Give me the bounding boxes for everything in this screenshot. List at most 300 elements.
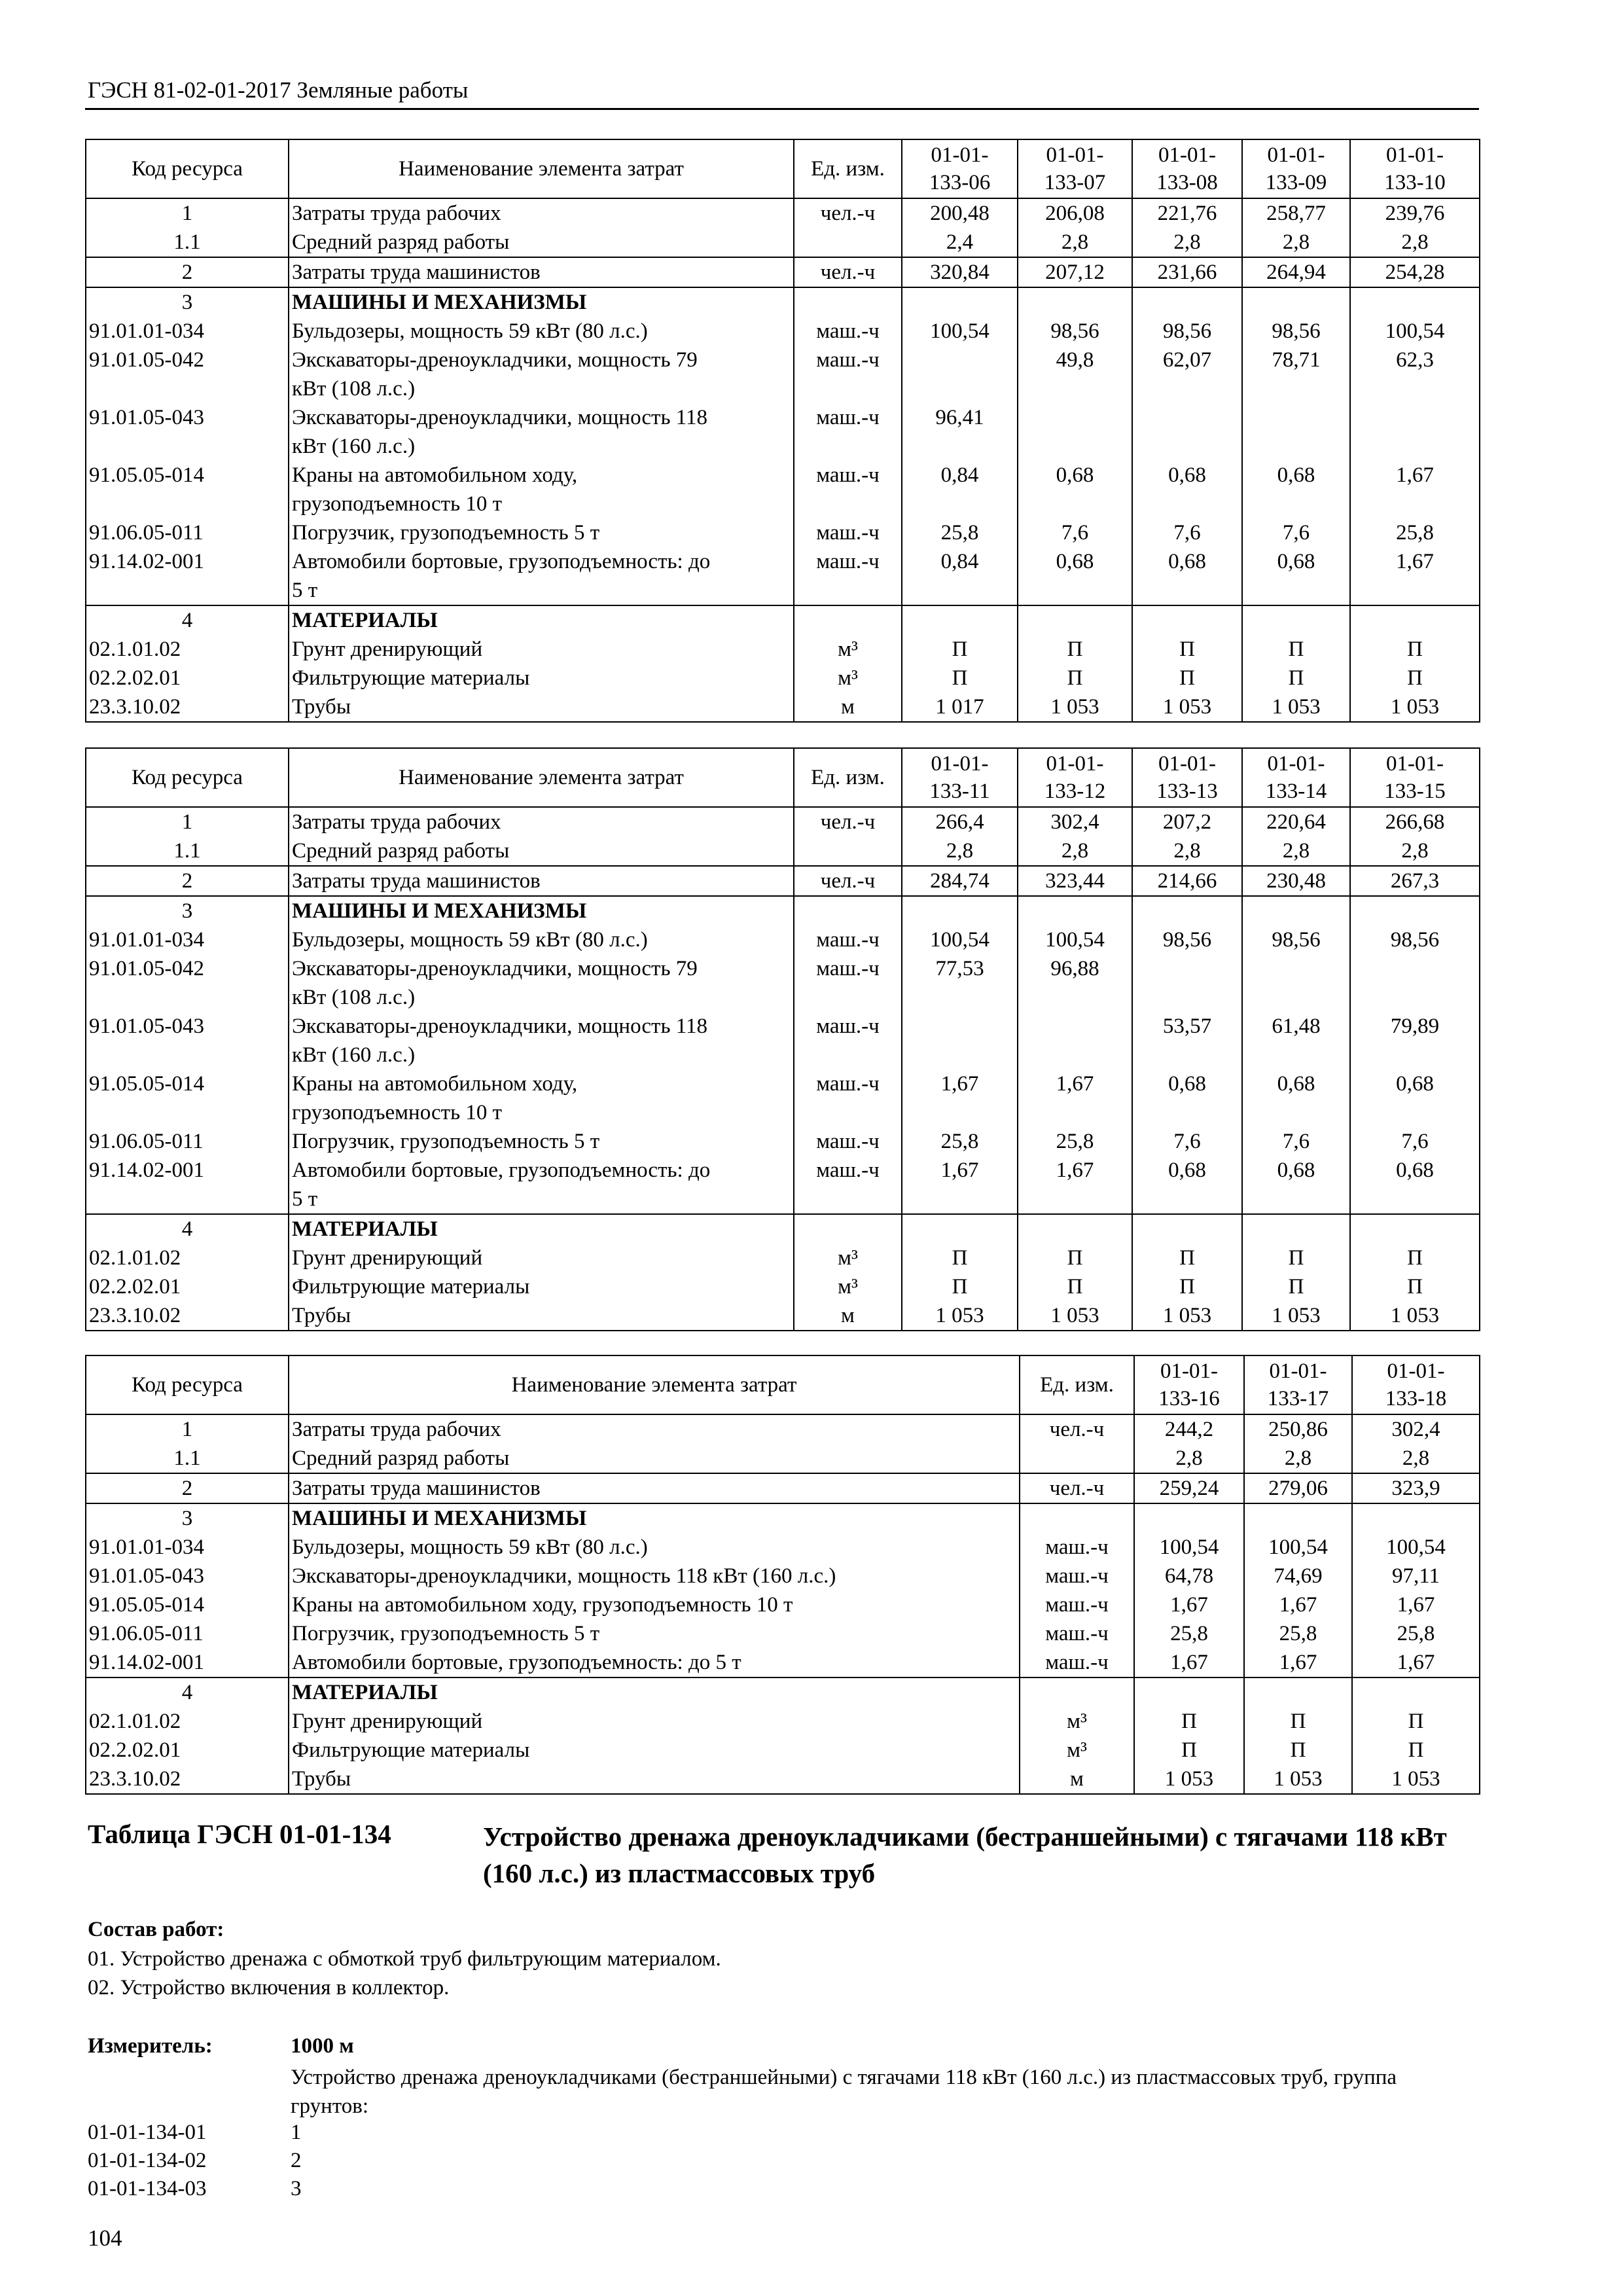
table-row xyxy=(86,1244,1480,1272)
resource-code: 1 xyxy=(86,198,289,228)
resource-unit: маш.-ч xyxy=(794,346,902,403)
resource-value: 2,8 xyxy=(1350,228,1480,257)
col-header-estimate xyxy=(902,748,1018,807)
resource-value: 266,68 xyxy=(1350,807,1480,836)
resource-unit: м³ xyxy=(794,1244,902,1272)
resource-name-line: Средний разряд работы xyxy=(292,1446,510,1470)
resource-code: 91.01.01-034 xyxy=(86,925,289,954)
resource-value: 1 053 xyxy=(902,1301,1018,1331)
resource-unit: маш.-ч xyxy=(794,1069,902,1127)
resource-name-line: Средний разряд работы xyxy=(292,839,510,863)
col-header-code: Код ресурса xyxy=(86,139,289,198)
resource-unit: чел.-ч xyxy=(794,866,902,896)
resource-name xyxy=(289,1156,794,1214)
resource-value: 266,4 xyxy=(902,807,1018,836)
resource-code: 3 xyxy=(86,1503,289,1533)
table-row xyxy=(86,692,1480,722)
resource-unit: маш.-ч xyxy=(794,403,902,461)
table-row xyxy=(86,664,1480,692)
resource-value xyxy=(1018,1214,1132,1244)
resource-value: 96,41 xyxy=(902,403,1018,461)
code-id: 01-01-134-02 xyxy=(88,2149,207,2172)
resource-name-line: 5 т xyxy=(292,1187,318,1211)
resource-value: 230,48 xyxy=(1242,866,1350,896)
resource-value: П xyxy=(1132,1244,1242,1272)
resource-name-line: МАТЕРИАЛЫ xyxy=(292,1681,438,1704)
table-row xyxy=(86,836,1480,866)
resource-name-line: Экскаваторы-дреноукладчики, мощность 79 xyxy=(292,348,698,372)
resource-name-line: Трубы xyxy=(292,1767,351,1791)
resource-unit: м xyxy=(794,692,902,722)
resource-value: 79,89 xyxy=(1350,1012,1480,1069)
col-header-line: 01-01- xyxy=(1386,143,1444,167)
resource-value: 1,67 xyxy=(1244,1590,1352,1619)
col-header-estimate xyxy=(1244,1355,1352,1414)
col-header-line: 01-01- xyxy=(1269,1359,1327,1383)
col-header-unit: Ед. изм. xyxy=(794,139,902,198)
resource-unit xyxy=(794,287,902,317)
col-header-line: 01-01- xyxy=(1158,143,1216,167)
table-row xyxy=(86,346,1480,403)
col-header-line: 133-10 xyxy=(1384,171,1446,194)
resource-value: П xyxy=(1350,635,1480,664)
resource-name-line: Погрузчик, грузоподъемность 5 т xyxy=(292,1130,600,1153)
table-label: Таблица ГЭСН 01-01-134 xyxy=(88,1819,391,1849)
resource-value: 221,76 xyxy=(1132,198,1242,228)
resource-value: 320,84 xyxy=(902,257,1018,287)
resource-value: 2,8 xyxy=(1244,1444,1352,1473)
resource-unit: маш.-ч xyxy=(794,317,902,346)
resource-value: 267,3 xyxy=(1350,866,1480,896)
resource-name-line: 5 т xyxy=(292,579,318,602)
resource-code: 3 xyxy=(86,896,289,925)
measure-description: Устройство дренажа дреноукладчиками (бестраншейными) с тягачами 118 кВт (160 л.с.) из пластмассовых труб, группа грунтов: xyxy=(291,2066,1397,2118)
resource-unit: маш.-ч xyxy=(794,925,902,954)
resource-name xyxy=(289,896,794,925)
resource-code: 1.1 xyxy=(86,228,289,257)
resource-code: 91.05.05-014 xyxy=(86,1069,289,1127)
running-header: ГЭСН 81-02-01-2017 Земляные работы xyxy=(88,77,469,103)
resource-code: 1 xyxy=(86,807,289,836)
resource-value: П xyxy=(1134,1707,1244,1736)
resource-value: 98,56 xyxy=(1242,317,1350,346)
resource-value: 1,67 xyxy=(1352,1590,1480,1619)
resource-value: 97,11 xyxy=(1352,1562,1480,1590)
resource-name-line: Средний разряд работы xyxy=(292,230,510,254)
resource-value: П xyxy=(902,1272,1018,1301)
resource-name xyxy=(289,925,794,954)
resource-value xyxy=(1018,287,1132,317)
resource-value: 2,4 xyxy=(902,228,1018,257)
resource-value: 78,71 xyxy=(1242,346,1350,403)
resource-name-line: МАТЕРИАЛЫ xyxy=(292,1217,438,1241)
resource-value: 1,67 xyxy=(1134,1648,1244,1677)
resource-unit: чел.-ч xyxy=(1020,1414,1134,1444)
resource-value: 98,56 xyxy=(1132,317,1242,346)
resource-name xyxy=(289,1444,1020,1473)
table-row xyxy=(86,1533,1480,1562)
col-header-estimate xyxy=(1018,748,1132,807)
resource-value: 61,48 xyxy=(1242,1012,1350,1069)
resource-code: 91.14.02-001 xyxy=(86,1156,289,1214)
resource-value: 98,56 xyxy=(1350,925,1480,954)
resource-value: 302,4 xyxy=(1018,807,1132,836)
table-title: Устройство дренажа дреноукладчиками (бестраншейными) с тягачами 118 кВт (160 л.с.) из пластмассовых труб xyxy=(483,1821,1447,1888)
resource-value: 231,66 xyxy=(1132,257,1242,287)
table-row xyxy=(86,198,1480,228)
resource-value: 1 053 xyxy=(1242,1301,1350,1331)
resource-unit: маш.-ч xyxy=(1020,1590,1134,1619)
resource-name-line: Затраты труда рабочих xyxy=(292,1418,501,1441)
col-header-line: 01-01- xyxy=(1158,752,1216,776)
resource-value: П xyxy=(902,664,1018,692)
col-header-line: 133-07 xyxy=(1044,171,1106,194)
resource-code: 23.3.10.02 xyxy=(86,1301,289,1331)
resource-value: 100,54 xyxy=(902,317,1018,346)
works-item: 02. Устройство включения в коллектор. xyxy=(88,1976,450,2000)
col-header-unit: Ед. изм. xyxy=(794,748,902,807)
resource-unit: м xyxy=(1020,1765,1134,1794)
table-row xyxy=(86,635,1480,664)
resource-name xyxy=(289,1736,1020,1765)
col-header-line: 133-13 xyxy=(1156,780,1218,803)
resource-value: 207,2 xyxy=(1132,807,1242,836)
col-header-line: 133-16 xyxy=(1158,1387,1220,1410)
resource-name xyxy=(289,1272,794,1301)
resource-value xyxy=(1242,287,1350,317)
resource-name-line: грузоподъемность 10 т xyxy=(292,492,503,516)
table-row xyxy=(86,1444,1480,1473)
resource-value: 1 053 xyxy=(1242,692,1350,722)
table-row xyxy=(86,1156,1480,1214)
resource-name xyxy=(289,346,794,403)
table-row xyxy=(86,1127,1480,1156)
resource-code: 1 xyxy=(86,1414,289,1444)
resource-value xyxy=(1350,954,1480,1012)
resource-value xyxy=(902,896,1018,925)
resource-name xyxy=(289,807,794,836)
resource-name-line: Грунт дренирующий xyxy=(292,1246,483,1270)
resource-name-line: Погрузчик, грузоподъемность 5 т xyxy=(292,521,600,545)
resource-value xyxy=(1018,1012,1132,1069)
resource-value: 0,68 xyxy=(1132,547,1242,605)
resource-code: 91.01.05-042 xyxy=(86,954,289,1012)
resource-value xyxy=(1132,287,1242,317)
resource-value: 0,68 xyxy=(1132,1156,1242,1214)
resource-name xyxy=(289,836,794,866)
resource-code: 4 xyxy=(86,1214,289,1244)
col-header-line: 133-14 xyxy=(1265,780,1327,803)
resource-value: 7,6 xyxy=(1242,518,1350,547)
col-header-line: 133-18 xyxy=(1385,1387,1447,1410)
resource-value: 250,86 xyxy=(1244,1414,1352,1444)
resource-value: 1 053 xyxy=(1132,1301,1242,1331)
resource-value: 7,6 xyxy=(1132,1127,1242,1156)
resource-name-line: Автомобили бортовые, грузоподъемность: до xyxy=(292,550,711,573)
works-title: Состав работ: xyxy=(88,1918,224,1941)
resource-code: 91.05.05-014 xyxy=(86,1590,289,1619)
resource-code: 02.1.01.02 xyxy=(86,1244,289,1272)
resource-value: П xyxy=(1018,1272,1132,1301)
col-header-line: 133-15 xyxy=(1384,780,1446,803)
table-row xyxy=(86,866,1480,896)
resource-name-line: Грунт дренирующий xyxy=(292,637,483,661)
resource-name xyxy=(289,461,794,518)
resource-value: П xyxy=(902,1244,1018,1272)
resource-value: 62,07 xyxy=(1132,346,1242,403)
resource-name-line: Экскаваторы-дреноукладчики, мощность 118 xyxy=(292,1014,708,1038)
resource-name-line: Затраты труда машинистов xyxy=(292,869,541,893)
table-row xyxy=(86,807,1480,836)
col-header-line: 133-08 xyxy=(1156,171,1218,194)
resource-value xyxy=(1350,1214,1480,1244)
table-row xyxy=(86,1765,1480,1794)
resource-value: 0,68 xyxy=(1132,1069,1242,1127)
resource-value: 0,84 xyxy=(902,547,1018,605)
resource-value: 98,56 xyxy=(1132,925,1242,954)
resource-name xyxy=(289,635,794,664)
resource-unit: маш.-ч xyxy=(794,954,902,1012)
resource-unit: м³ xyxy=(794,1272,902,1301)
resource-unit: м³ xyxy=(794,664,902,692)
resource-value: 25,8 xyxy=(1350,518,1480,547)
resource-value: 259,24 xyxy=(1134,1473,1244,1503)
resource-code: 91.01.05-043 xyxy=(86,403,289,461)
resource-value: 7,6 xyxy=(1018,518,1132,547)
resource-value: 1 017 xyxy=(902,692,1018,722)
resource-value: 2,8 xyxy=(1018,228,1132,257)
resource-code: 91.14.02-001 xyxy=(86,547,289,605)
resource-value: 7,6 xyxy=(1350,1127,1480,1156)
resource-value xyxy=(1350,896,1480,925)
resource-name-line: грузоподъемность 10 т xyxy=(292,1101,503,1124)
resource-name xyxy=(289,866,794,896)
resource-unit: м³ xyxy=(794,635,902,664)
resource-value: 100,54 xyxy=(902,925,1018,954)
resource-name xyxy=(289,1677,1020,1707)
resource-value xyxy=(902,346,1018,403)
table-row xyxy=(86,1012,1480,1069)
resource-name-line: кВт (108 л.с.) xyxy=(292,986,416,1009)
resource-value: 7,6 xyxy=(1242,1127,1350,1156)
resource-name xyxy=(289,1127,794,1156)
resource-value: 1 053 xyxy=(1018,692,1132,722)
table-row xyxy=(86,1301,1480,1331)
resource-unit: маш.-ч xyxy=(794,461,902,518)
resource-value: П xyxy=(1352,1707,1480,1736)
resource-unit xyxy=(794,1214,902,1244)
col-header-estimate xyxy=(1018,139,1132,198)
resource-value: 64,78 xyxy=(1134,1562,1244,1590)
resource-value: 53,57 xyxy=(1132,1012,1242,1069)
resource-name xyxy=(289,198,794,228)
resource-name-line: Затраты труда машинистов xyxy=(292,260,541,284)
resource-value: 0,68 xyxy=(1350,1156,1480,1214)
resource-value xyxy=(1350,403,1480,461)
resource-value xyxy=(902,287,1018,317)
resource-table-133-11-15 xyxy=(85,747,1480,1331)
resource-value xyxy=(1018,403,1132,461)
col-header-estimate xyxy=(1242,748,1350,807)
resource-code: 91.06.05-011 xyxy=(86,1619,289,1648)
resource-name xyxy=(289,1707,1020,1736)
resource-name xyxy=(289,1562,1020,1590)
resource-value: 0,68 xyxy=(1242,1156,1350,1214)
col-header-unit: Ед. изм. xyxy=(1020,1355,1134,1414)
resource-value: 25,8 xyxy=(1352,1619,1480,1648)
table-row xyxy=(86,1069,1480,1127)
resource-code: 1.1 xyxy=(86,1444,289,1473)
table-row xyxy=(86,1562,1480,1590)
resource-code: 91.01.05-042 xyxy=(86,346,289,403)
resource-name xyxy=(289,1619,1020,1648)
resource-unit xyxy=(794,896,902,925)
resource-name xyxy=(289,692,794,722)
resource-name xyxy=(289,1590,1020,1619)
resource-name-line: Погрузчик, грузоподъемность 5 т xyxy=(292,1622,600,1645)
col-header-line: 01-01- xyxy=(1046,143,1104,167)
resource-value: 200,48 xyxy=(902,198,1018,228)
resource-unit: чел.-ч xyxy=(1020,1473,1134,1503)
resource-name xyxy=(289,403,794,461)
resource-unit xyxy=(794,836,902,866)
resource-value xyxy=(1242,1214,1350,1244)
measure-label: Измеритель: xyxy=(88,2034,213,2058)
resource-unit xyxy=(1020,1444,1134,1473)
resource-value: 207,12 xyxy=(1018,257,1132,287)
table-row xyxy=(86,896,1480,925)
resource-value: 323,44 xyxy=(1018,866,1132,896)
resource-value: 284,74 xyxy=(902,866,1018,896)
table-row xyxy=(86,954,1480,1012)
resource-value xyxy=(1018,896,1132,925)
resource-name xyxy=(289,1301,794,1331)
resource-value: 279,06 xyxy=(1244,1473,1352,1503)
table-header-row xyxy=(86,1355,1480,1414)
resource-name xyxy=(289,1214,794,1244)
resource-unit xyxy=(794,228,902,257)
resource-value: 62,3 xyxy=(1350,346,1480,403)
resource-name-line: кВт (160 л.с.) xyxy=(292,1043,416,1067)
resource-code: 02.2.02.01 xyxy=(86,664,289,692)
code-id: 01-01-134-01 xyxy=(88,2121,207,2144)
works-item: 01. Устройство дренажа с обмоткой труб фильтрующим материалом. xyxy=(88,1947,721,1971)
resource-value: 1 053 xyxy=(1350,1301,1480,1331)
resource-value: 2,8 xyxy=(1132,836,1242,866)
col-header-code: Код ресурса xyxy=(86,1355,289,1414)
resource-value: 7,6 xyxy=(1132,518,1242,547)
resource-name-line: Краны на автомобильном ходу, xyxy=(292,1072,578,1096)
resource-code: 02.2.02.01 xyxy=(86,1272,289,1301)
resource-name-line: Автомобили бортовые, грузоподъемность: до xyxy=(292,1158,711,1182)
resource-value: 100,54 xyxy=(1244,1533,1352,1562)
resource-value: 2,8 xyxy=(1350,836,1480,866)
resource-value: П xyxy=(1242,635,1350,664)
resource-unit: маш.-ч xyxy=(794,1127,902,1156)
table-row xyxy=(86,1648,1480,1677)
resource-value: 96,88 xyxy=(1018,954,1132,1012)
resource-value xyxy=(1242,605,1350,635)
resource-value: 1,67 xyxy=(1350,547,1480,605)
col-header-name: Наименование элемента затрат xyxy=(289,1355,1020,1414)
resource-value: 2,8 xyxy=(1352,1444,1480,1473)
resource-value: 2,8 xyxy=(1242,836,1350,866)
resource-value: 25,8 xyxy=(902,1127,1018,1156)
resource-value: П xyxy=(1018,635,1132,664)
resource-value: 100,54 xyxy=(1350,317,1480,346)
resource-value: П xyxy=(1132,1272,1242,1301)
resource-value: 98,56 xyxy=(1242,925,1350,954)
resource-value xyxy=(1352,1677,1480,1707)
col-header-line: 01-01- xyxy=(1160,1359,1218,1383)
resource-value: П xyxy=(902,635,1018,664)
resource-value: 1,67 xyxy=(902,1156,1018,1214)
resource-value: 302,4 xyxy=(1352,1414,1480,1444)
resource-value: 0,68 xyxy=(1350,1069,1480,1127)
resource-value: 74,69 xyxy=(1244,1562,1352,1590)
resource-name-line: Грунт дренирующий xyxy=(292,1710,483,1733)
resource-value: 100,54 xyxy=(1018,925,1132,954)
table-row xyxy=(86,605,1480,635)
resource-code: 23.3.10.02 xyxy=(86,1765,289,1794)
resource-value: 98,56 xyxy=(1018,317,1132,346)
col-header-line: 01-01- xyxy=(1267,752,1325,776)
resource-value: П xyxy=(1244,1707,1352,1736)
resource-code: 02.1.01.02 xyxy=(86,635,289,664)
resource-name-line: МАШИНЫ И МЕХАНИЗМЫ xyxy=(292,899,587,923)
resource-name-line: Экскаваторы-дреноукладчики, мощность 118 кВт (160 л.с.) xyxy=(292,1564,836,1588)
resource-name-line: кВт (108 л.с.) xyxy=(292,377,416,401)
resource-value xyxy=(1018,605,1132,635)
resource-value xyxy=(1132,954,1242,1012)
resource-value xyxy=(1242,954,1350,1012)
resource-value xyxy=(902,605,1018,635)
resource-name xyxy=(289,1648,1020,1677)
resource-value: П xyxy=(1132,635,1242,664)
col-header-estimate xyxy=(1134,1355,1244,1414)
resource-value: 25,8 xyxy=(1134,1619,1244,1648)
resource-value: 264,94 xyxy=(1242,257,1350,287)
resource-table-133-16-18 xyxy=(85,1355,1480,1795)
resource-code: 2 xyxy=(86,866,289,896)
resource-value xyxy=(1242,403,1350,461)
resource-unit: чел.-ч xyxy=(794,807,902,836)
resource-value: 244,2 xyxy=(1134,1414,1244,1444)
resource-name xyxy=(289,1533,1020,1562)
resource-unit: маш.-ч xyxy=(1020,1619,1134,1648)
resource-value: 323,9 xyxy=(1352,1473,1480,1503)
resource-unit: маш.-ч xyxy=(1020,1648,1134,1677)
resource-name-line: Экскаваторы-дреноукладчики, мощность 79 xyxy=(292,957,698,980)
resource-value xyxy=(1132,403,1242,461)
resource-name xyxy=(289,1244,794,1272)
col-header-estimate xyxy=(1350,748,1480,807)
code-id: 01-01-134-03 xyxy=(88,2177,207,2200)
resource-value xyxy=(1352,1503,1480,1533)
resource-code: 91.01.01-034 xyxy=(86,1533,289,1562)
resource-name-line: Фильтрующие материалы xyxy=(292,1738,530,1762)
col-header-line: 133-11 xyxy=(929,780,990,803)
col-header-estimate xyxy=(1352,1355,1480,1414)
resource-value: 1,67 xyxy=(902,1069,1018,1127)
resource-name xyxy=(289,1012,794,1069)
resource-name-line: МАТЕРИАЛЫ xyxy=(292,609,438,632)
resource-code: 91.01.01-034 xyxy=(86,317,289,346)
col-header-code: Код ресурса xyxy=(86,748,289,807)
resource-unit: чел.-ч xyxy=(794,198,902,228)
resource-code: 91.01.05-043 xyxy=(86,1562,289,1590)
table-row xyxy=(86,925,1480,954)
